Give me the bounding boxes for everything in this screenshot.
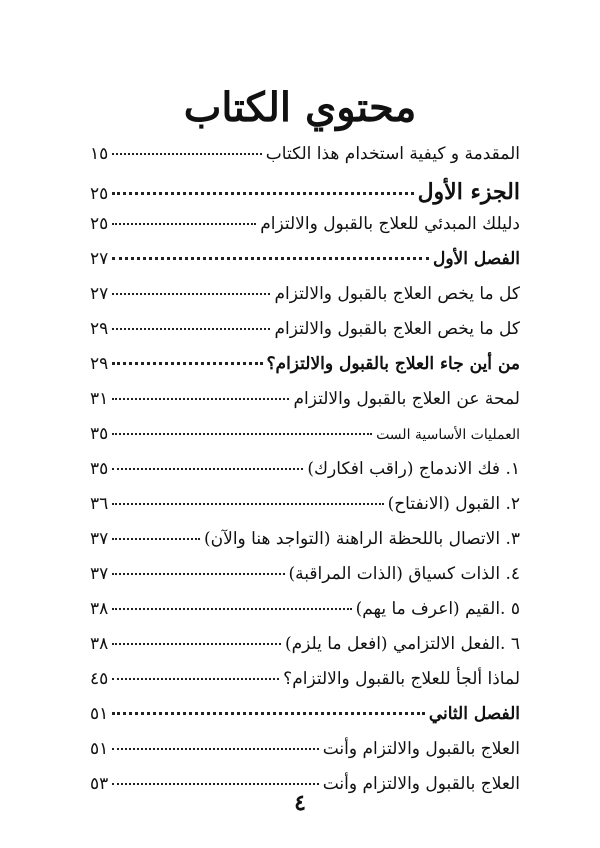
dot-leader: [112, 468, 303, 470]
dot-leader: [112, 678, 279, 680]
toc-entry-page: ٣٧: [90, 529, 109, 549]
toc-entry[interactable]: [90, 214, 520, 249]
toc-entry-label: ٥ .القيم (اعرف ما يهم): [355, 599, 520, 619]
toc-entry-page: ٣٧: [90, 564, 109, 584]
toc-entry-page: ٤٥: [90, 669, 109, 689]
dot-leader: [112, 433, 372, 435]
dot-leader: [112, 192, 413, 195]
toc-entry-page: ٥١: [90, 704, 109, 724]
dot-leader: [112, 748, 318, 750]
toc-entry[interactable]: [90, 179, 520, 214]
toc-entry-page: ١٥: [90, 144, 109, 164]
table-of-contents: [90, 144, 520, 809]
toc-entry-label: لمحة عن العلاج بالقبول والالتزام: [293, 389, 520, 409]
toc-entry-page: ٣٦: [90, 494, 109, 514]
toc-entry-page: ٣٥: [90, 459, 109, 479]
dot-leader: [112, 538, 200, 540]
toc-entry[interactable]: [90, 494, 520, 529]
toc-entry[interactable]: [90, 739, 520, 774]
toc-entry-label: ١. فك الاندماج (راقب افكارك): [307, 459, 520, 479]
toc-entry-page: ٣٨: [90, 634, 109, 654]
toc-entry-page: ٣١: [90, 389, 109, 409]
dot-leader: [112, 712, 425, 715]
toc-entry-label: ٢. القبول (الانفتاح): [387, 494, 520, 514]
page-title: محتوي الكتاب: [183, 84, 417, 131]
toc-entry[interactable]: [90, 144, 520, 179]
toc-entry-page: ٥٣: [90, 774, 109, 794]
dot-leader: [112, 293, 270, 295]
toc-entry[interactable]: [90, 424, 520, 459]
toc-entry-label: لماذا ألجأ للعلاج بالقبول والالتزام؟: [283, 669, 520, 689]
dot-leader: [112, 643, 281, 645]
toc-entry[interactable]: [90, 564, 520, 599]
dot-leader: [112, 328, 270, 330]
toc-entry[interactable]: [90, 319, 520, 354]
dot-leader: [112, 362, 262, 365]
toc-entry-page: ٢٩: [90, 319, 109, 339]
toc-entry[interactable]: [90, 669, 520, 704]
toc-entry-label: ٤. الذات كسياق (الذات المراقبة): [288, 564, 520, 584]
toc-entry-page: ٣٥: [90, 424, 109, 444]
toc-entry-label: ٦ .الفعل الالتزامي (افعل ما يلزم): [285, 634, 520, 654]
toc-entry-label: كل ما يخص العلاج بالقبول والالتزام: [274, 284, 520, 304]
dot-leader: [112, 153, 262, 155]
dot-leader: [112, 573, 284, 575]
toc-entry[interactable]: [90, 704, 520, 739]
dot-leader: [112, 223, 256, 225]
dot-leader: [112, 608, 351, 610]
toc-entry-page: ٢٩: [90, 354, 109, 374]
toc-entry[interactable]: [90, 249, 520, 284]
toc-entry-label: الفصل الثاني: [428, 704, 520, 724]
toc-entry[interactable]: [90, 284, 520, 319]
dot-leader: [112, 783, 318, 785]
toc-entry[interactable]: [90, 459, 520, 494]
toc-entry[interactable]: [90, 389, 520, 424]
toc-entry[interactable]: [90, 599, 520, 634]
toc-entry-page: ٢٧: [90, 284, 109, 304]
toc-entry-label: كل ما يخص العلاج بالقبول والالتزام: [274, 319, 520, 339]
toc-entry-page: ٥١: [90, 739, 109, 759]
dot-leader: [112, 398, 289, 400]
toc-entry-page: ٢٥: [90, 214, 109, 234]
toc-entry-page: ٢٧: [90, 249, 109, 269]
toc-entry-label: دليلك المبدئي للعلاج بالقبول والالتزام: [260, 214, 520, 234]
toc-entry[interactable]: [90, 354, 520, 389]
toc-entry[interactable]: [90, 634, 520, 669]
toc-entry-label: العلاج بالقبول والالتزام وأنت: [322, 774, 520, 794]
toc-entry-label: ٣. الاتصال باللحظة الراهنة (التواجد هنا والآن): [204, 529, 520, 549]
dot-leader: [112, 503, 383, 505]
toc-entry-page: ٢٥: [90, 184, 109, 204]
toc-entry-label: من أين جاء العلاج بالقبول والالتزام؟: [266, 354, 520, 374]
page-number: ٤: [294, 790, 306, 816]
toc-entry-label: الجزء الأول: [417, 179, 520, 205]
toc-entry[interactable]: [90, 529, 520, 564]
toc-entry-label: العمليات الأساسية الست: [376, 427, 520, 443]
toc-entry-label: المقدمة و كيفية استخدام هذا الكتاب: [265, 144, 520, 164]
dot-leader: [112, 257, 429, 260]
toc-entry-label: الفصل الأول: [432, 249, 520, 269]
toc-entry-label: العلاج بالقبول والالتزام وأنت: [322, 739, 520, 759]
toc-entry-page: ٣٨: [90, 599, 109, 619]
